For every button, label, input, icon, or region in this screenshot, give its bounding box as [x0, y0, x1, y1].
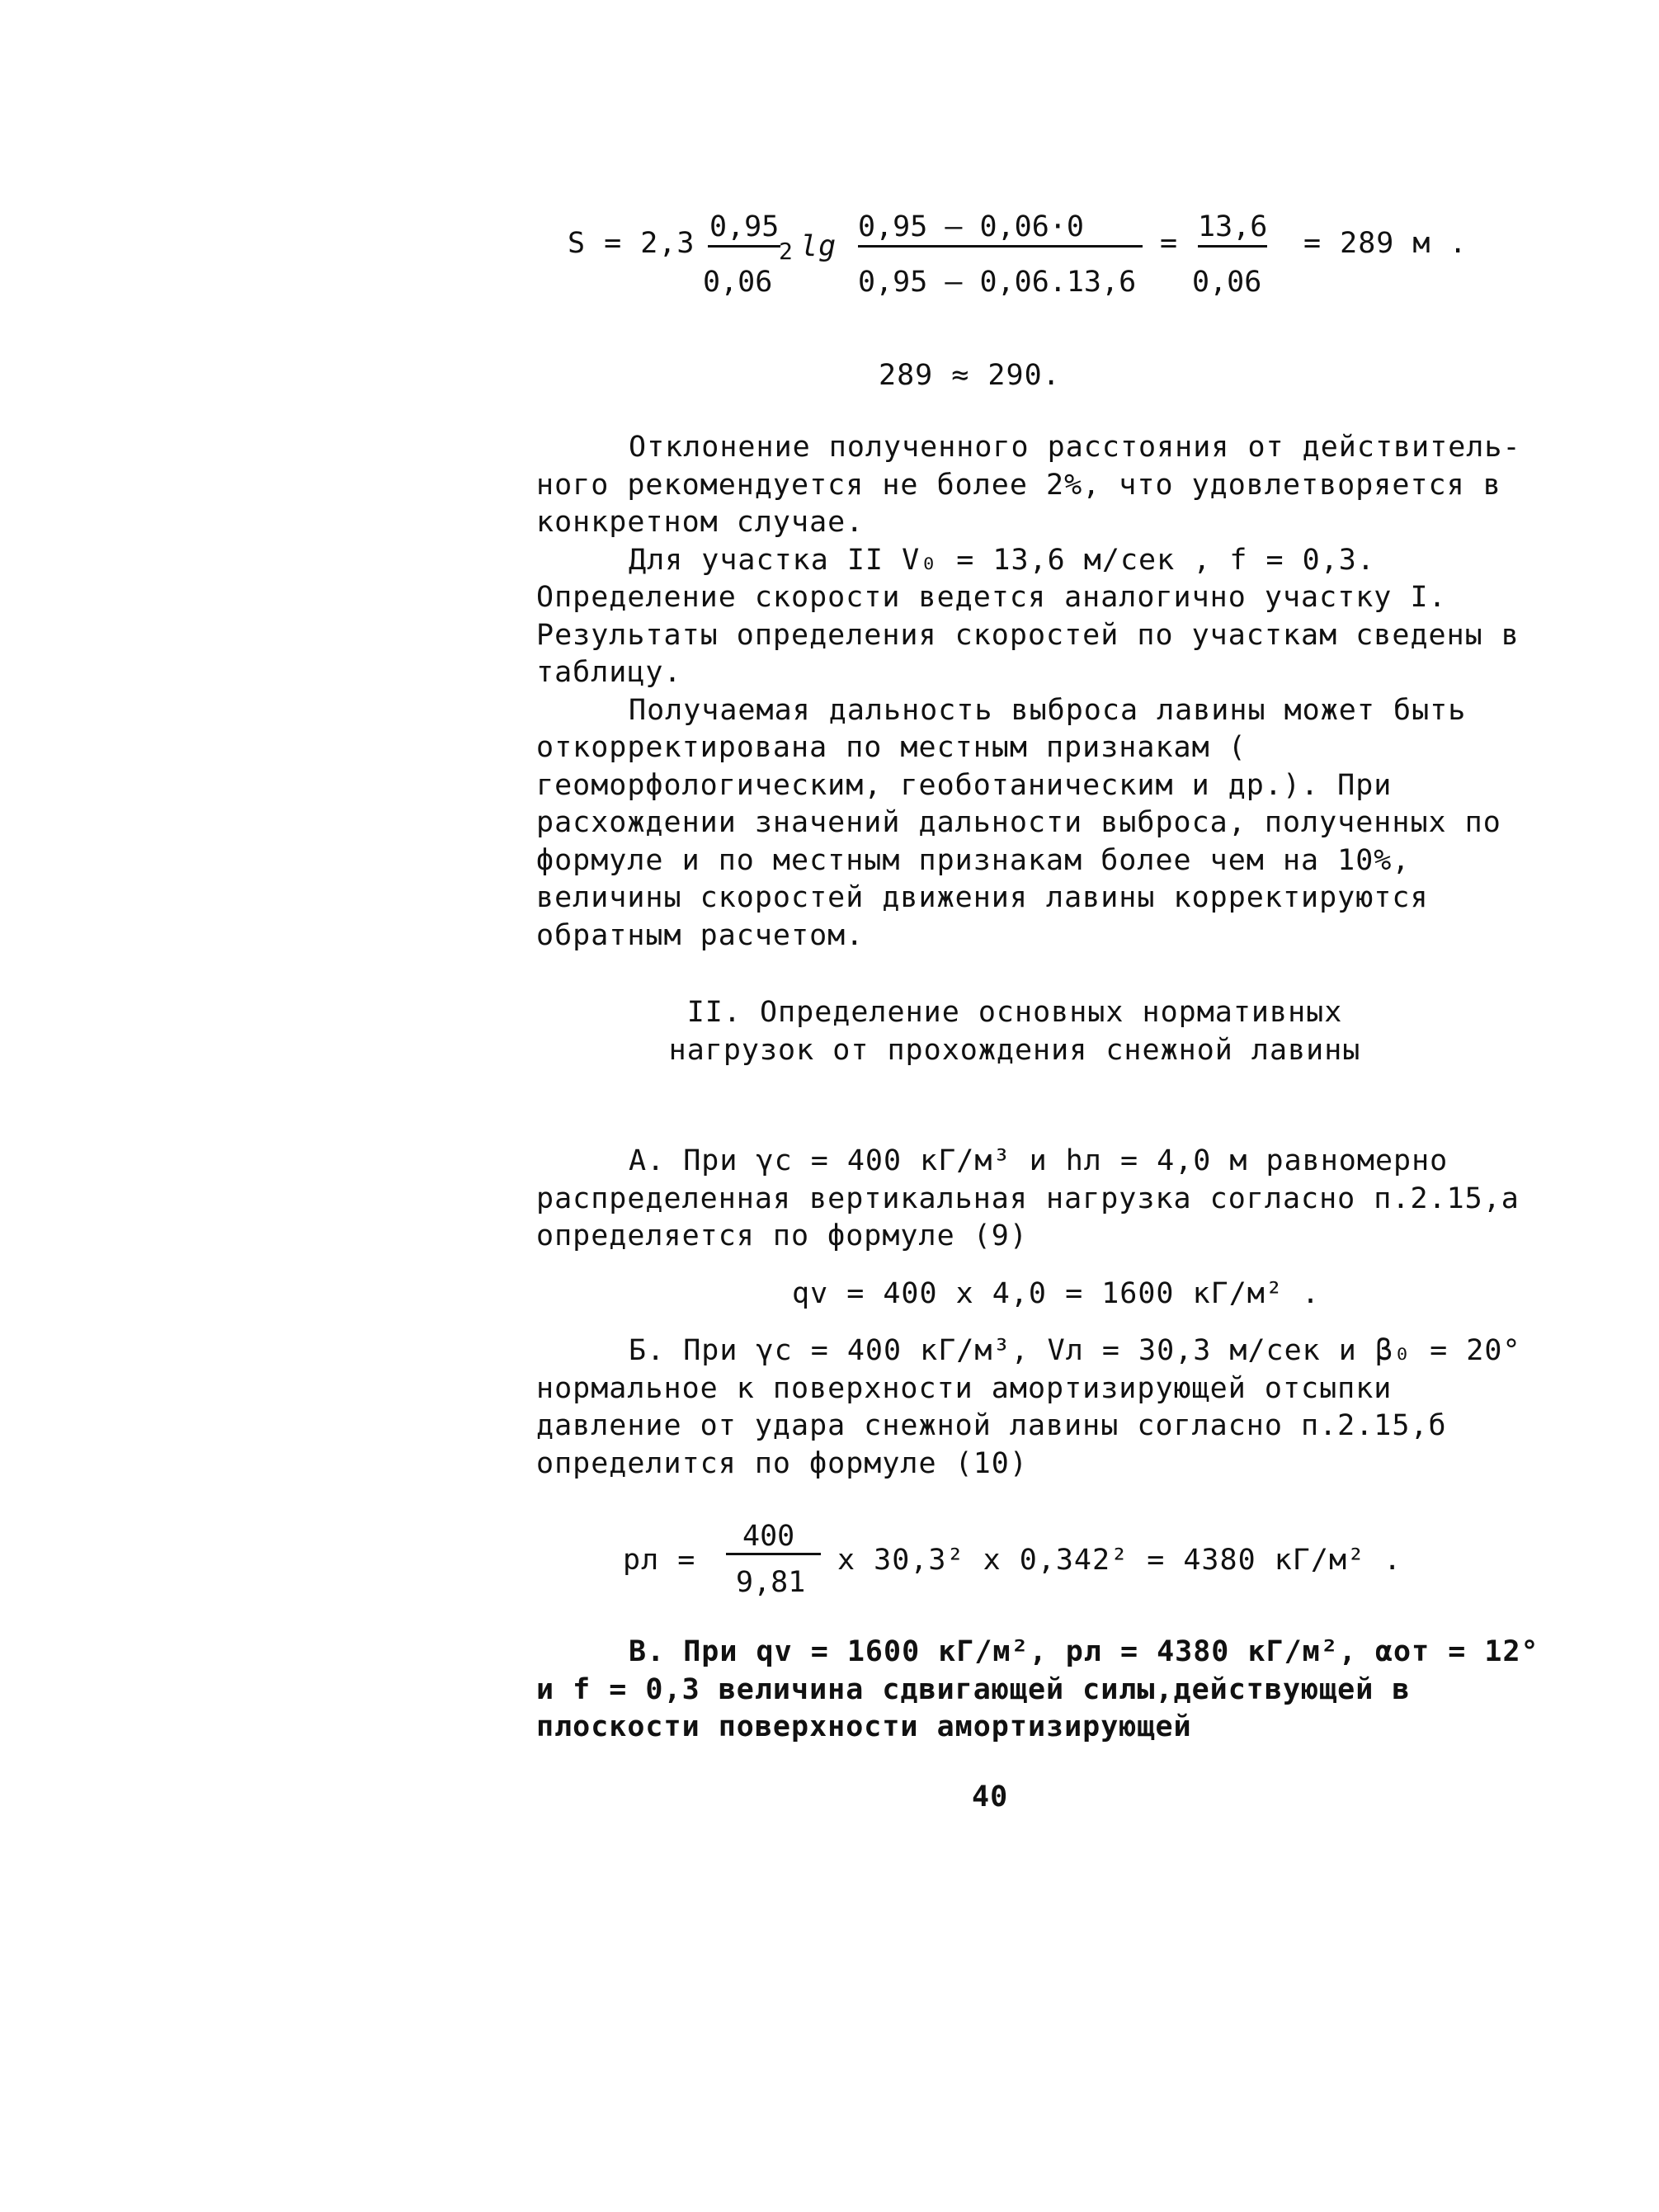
frac1-exponent: 2 [779, 238, 794, 265]
paragraph-2: Для участка II V₀ = 13,6 м/сек , f = 0,3. Определение скорости ведется аналогично участку I. Результаты определения скоростей по участкам сведены в таблицу. [536, 543, 1520, 689]
log-symbol: lg [800, 230, 837, 263]
section-heading: II. Определение основных нормативных нагрузок от прохождения снежной лавины [668, 996, 1361, 1067]
frac3-line [1198, 245, 1267, 248]
frac3-numerator: 13,6 [1198, 210, 1268, 243]
frac1-numerator: 0,95 [709, 210, 780, 243]
approx-line: 289 ≈ 290. [879, 359, 1061, 392]
formula-pl-denominator: 9,81 [736, 1566, 806, 1599]
item-c-text-block [536, 1634, 1551, 1747]
frac2-line [858, 245, 1143, 248]
formula-s-result: = 289 м . [1303, 227, 1468, 260]
formula-pl-numerator: 400 [742, 1520, 795, 1553]
frac2-denominator: 0,95 – 0,06.13,6 [858, 266, 1137, 299]
formula-s-eq: = [1160, 227, 1179, 260]
item-a-text-block [536, 1143, 1551, 1256]
formula-pl-lhs: pл = [623, 1544, 696, 1577]
item-a-formula: qv = 400 х 4,0 = 1600 кГ/м² . [792, 1277, 1321, 1310]
formula-pl-rest: х 30,3² х 0,342² = 4380 кГ/м² . [837, 1544, 1402, 1577]
item-b-text: Б. При γc = 400 кГ/м³, Vл = 30,3 м/сек и β₀ = 20° нормальное к поверхности амортизирующей отсыпки давление от удара снежной лавины согласно п.2.15,б определится по формуле (10) [536, 1334, 1521, 1480]
frac3-denominator: 0,06 [1192, 266, 1262, 299]
formula-s-lhs: S = 2,3 [568, 227, 695, 260]
frac2-numerator: 0,95 – 0,06·0 [858, 210, 1084, 243]
formula-pl-line [726, 1553, 821, 1555]
page-number: 40 [972, 1780, 1009, 1813]
item-b-text-block [536, 1332, 1551, 1483]
frac1-denominator: 0,06 [703, 266, 773, 299]
item-c-text: В. При qv = 1600 кГ/м², pл = 4380 кГ/м², αот = 12° и f = 0,3 величина сдвигающей силы,действующей в плоскости поверхности амортизирующей [536, 1635, 1539, 1743]
paragraph-1: Отклонение полученного расстояния от действитель-ного рекомендуется не более 2%, что удовлетворяется в конкретном случае. [536, 431, 1521, 539]
item-a-text: А. При γc = 400 кГ/м³ и hл = 4,0 м равномерно распределенная вертикальная нагрузка согласно п.2.15,а определяется по формуле (9) [536, 1144, 1520, 1252]
paragraph-3: Получаемая дальность выброса лавины может быть откорректирована по местным признакам ( геоморфологическим, геоботаническим и др.). При расхождении значений дальности выброса, полученных по формуле и по местным признакам более чем на 10%, величины скоростей движения лавины корректируются обратным расчетом. [536, 693, 1501, 952]
body-text [536, 429, 1551, 955]
frac1-line [708, 245, 780, 248]
